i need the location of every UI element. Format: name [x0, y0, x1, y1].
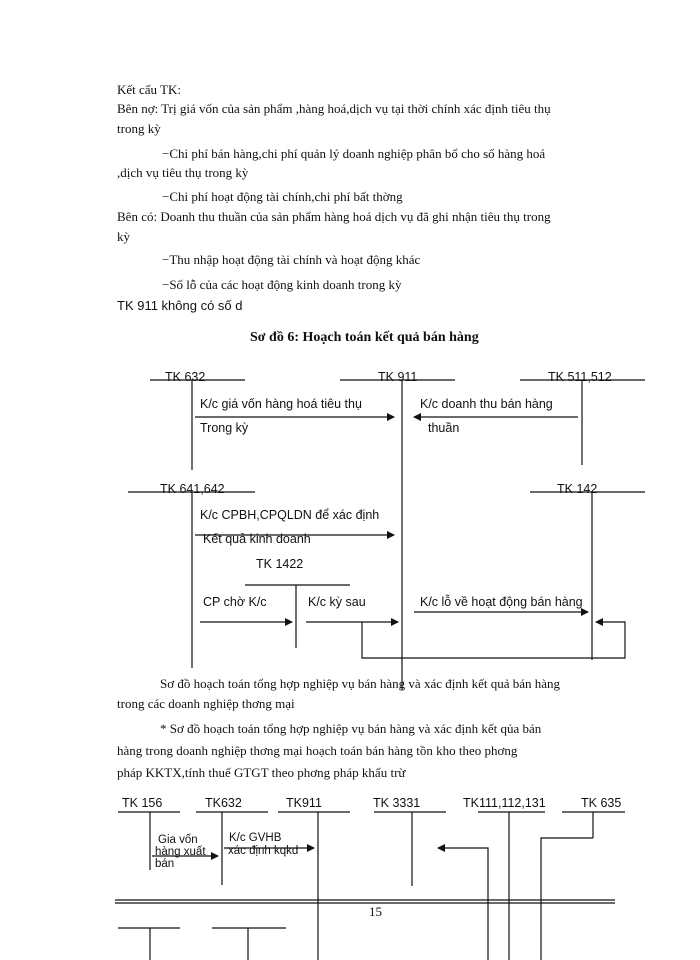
tk632-label: TK 632	[165, 370, 206, 384]
page-number: 15	[369, 904, 382, 919]
tk1422-label: TK 1422	[256, 557, 304, 571]
text-line: * Sơ đồ hoạch toán tổng hợp nghiệp vụ bán hàng và xác định kết qủa bán	[160, 721, 542, 736]
text-line: −Số lỗ của các hoạt động kinh doanh trong kỳ	[162, 277, 402, 292]
text-line: −Chi phí bán hàng,chi phí quản lý doanh nghiệp phân bổ cho số hàng hoá	[162, 146, 546, 161]
text-line: TK 911 không có số d	[117, 298, 243, 313]
tk142-label: TK 142	[557, 482, 598, 496]
diagram-title: Sơ đồ 6: Hoạch toán kết quả bán hàng	[250, 330, 479, 345]
arrow-tk3331	[438, 848, 488, 960]
kc-gvhb-label: xác định kqkd	[228, 845, 299, 857]
text-line: ,dịch vụ tiêu thụ trong kỳ	[117, 165, 249, 180]
text-line: Kết cấu TK:	[117, 82, 182, 97]
cp-cho-kc-label: CP chờ K/c	[203, 595, 267, 609]
tk911-label: TK 911	[378, 370, 418, 384]
text-line: hàng trong doanh nghiệp thơng mại hoạch toán bán hàng tồn kho theo phơng	[117, 743, 518, 758]
tk641-label: TK 641,642	[160, 482, 225, 496]
tk156-label: TK 156	[122, 796, 163, 810]
tk635-label: TK 635	[581, 796, 622, 810]
kc-cpbh-label: K/c CPBH,CPQLDN để xác định	[200, 508, 380, 522]
text-line: Sơ đồ hoạch toán tổng hợp nghiệp vụ bán hàng và xác định kết quả bán hàng	[160, 676, 561, 691]
kc-doanh-thu-label: thuần	[428, 421, 460, 435]
tk911-label: TK911	[286, 796, 322, 810]
gia-von-label: hàng xuất	[155, 846, 206, 858]
kc-gia-von-label: K/c giá vốn hàng hoá tiêu thụ	[200, 397, 362, 411]
tk3331-label: TK 3331	[373, 796, 421, 810]
text-line: pháp KKTX,tính thuế GTGT theo phơng pháp khấu trừ	[117, 765, 406, 780]
text-line: Bên nợ: Trị giá vốn của sản phẩm ,hàng hoá,dịch vụ tại thời chính xác định tiêu thụ	[117, 101, 551, 116]
text-line: −Chi phí hoạt động tài chính,chi phí bất thờng	[162, 189, 403, 204]
kc-lo-label: K/c lỗ về hoạt động bán hàng	[420, 595, 583, 609]
tk111-label: TK111,112,131	[463, 796, 546, 810]
tk511-label: TK 511,512	[548, 370, 612, 384]
kc-cpbh-label: Kết quả kinh doanh	[203, 532, 311, 546]
tk632-label: TK632	[205, 796, 242, 810]
text-line: Bên có: Doanh thu thuần của sản phẩm hàng hoá dịch vụ đã ghi nhận tiêu thụ trong	[117, 209, 551, 224]
kc-ky-sau-label: K/c kỳ sau	[308, 595, 366, 609]
kc-doanh-thu-label: K/c doanh thu bán hàng	[420, 397, 553, 411]
kc-gia-von-label: Trong kỳ	[200, 421, 249, 435]
text-line: trong kỳ	[117, 121, 161, 136]
text-line: trong các doanh nghiệp thơng mại	[117, 696, 295, 711]
gia-von-label: Gia vốn	[158, 834, 198, 846]
kc-gvhb-label: K/c GVHB	[229, 832, 282, 844]
text-line: kỳ	[117, 229, 130, 244]
connector-tk635	[541, 838, 593, 960]
text-line: −Thu nhập hoạt động tài chính và hoạt động khác	[162, 252, 421, 267]
gia-von-label: bán	[155, 858, 175, 870]
